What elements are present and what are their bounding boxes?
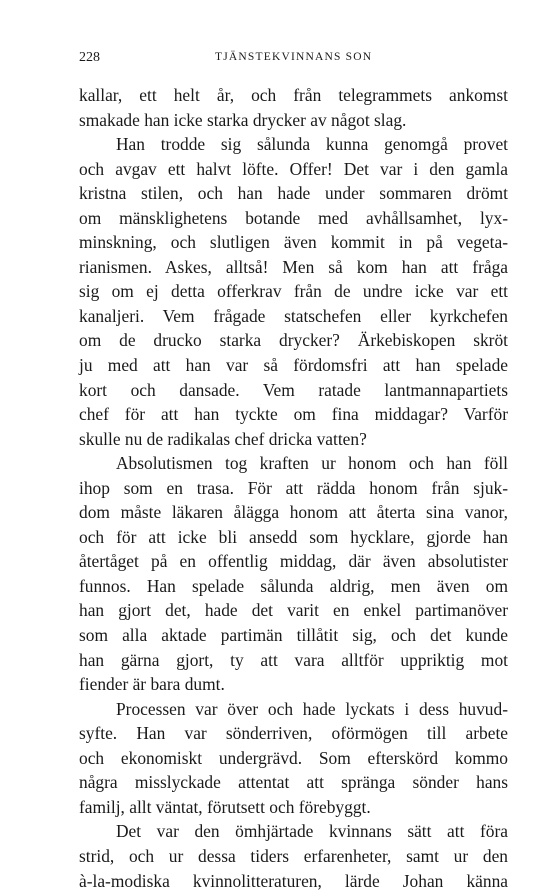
text-line: syfte. Han var sönderriven, oförmögen till arbete (79, 721, 508, 746)
text-line: han gärna gjort, ty att vara alltför uppriktig mot (79, 648, 508, 673)
text-line: minskning, och slutligen även kommit in på vegeta- (79, 230, 508, 255)
text-line: kort och dansade. Vem ratade lantmannapartiets (79, 378, 508, 403)
text-line: Processen var över och hade lyckats i dess huvud- (79, 697, 508, 722)
text-line: om de drucko starka drycker? Ärkebiskopen skröt (79, 328, 508, 353)
text-line: familj, allt väntat, förutsett och förebyggt. (79, 795, 508, 820)
text-line: ju med att han var så fördomsfri att han spelade (79, 353, 508, 378)
running-header (79, 50, 509, 70)
text-line: chef för att han tyckte om fina middagar? Varför (79, 402, 508, 427)
text-line: Han trodde sig sålunda kunna genomgå provet (79, 132, 508, 157)
body-text (79, 83, 508, 893)
text-line: och avgav ett halvt löfte. Offer! Det var i den gamla (79, 157, 508, 182)
text-line: som alla aktade partimän tillåtit sig, och det kunde (79, 623, 508, 648)
text-line: strid, och ur dessa tiders erfarenheter, samt ur den (79, 844, 508, 869)
text-line: sig om ej detta offerkrav från de undre icke var ett (79, 279, 508, 304)
text-line: funnos. Han spelade sålunda aldrig, men även om (79, 574, 508, 599)
text-line: och ekonomiskt undergrävd. Som efterskörd kommo (79, 746, 508, 771)
text-line: ihop som en trasa. För att rädda honom från sjuk- (79, 476, 508, 501)
text-line: Det var den ömhjärtade kvinnans sätt att föra (79, 819, 508, 844)
text-line: kanaljeri. Vem frågade statschefen eller kyrkchefen (79, 304, 508, 329)
running-title: TJÄNSTEKVINNANS SON (215, 51, 372, 63)
text-line: och för att icke bli ansedd som hycklare, gjorde han (79, 525, 508, 550)
text-line: skulle nu de radikalas chef dricka vatten? (79, 427, 508, 452)
text-line: à-la-modiska kvinnolitteraturen, lärde Johan känna (79, 869, 508, 893)
text-line: rianismen. Askes, alltså! Men så kom han att fråga (79, 255, 508, 280)
text-line: några misslyckade attentat att spränga sönder hans (79, 770, 508, 795)
text-line: fiender är bara dumt. (79, 672, 508, 697)
text-line: Absolutismen tog kraften ur honom och han föll (79, 451, 508, 476)
text-line: återtåget på en offentlig middag, där även absolutister (79, 549, 508, 574)
text-line: kallar, ett helt år, och från telegrammets ankomst (79, 83, 508, 108)
text-line: dom måste läkaren ålägga honom att återta sina vanor, (79, 500, 508, 525)
text-line: kristna stilen, och han hade under sommaren drömt (79, 181, 508, 206)
text-line: han gjort det, hade det varit en enkel partimanöver (79, 598, 508, 623)
text-line: smakade han icke starka drycker av något slag. (79, 108, 508, 133)
text-line: om mänsklighetens botande med avhållsamhet, lyx- (79, 206, 508, 231)
page-number: 228 (79, 50, 100, 66)
